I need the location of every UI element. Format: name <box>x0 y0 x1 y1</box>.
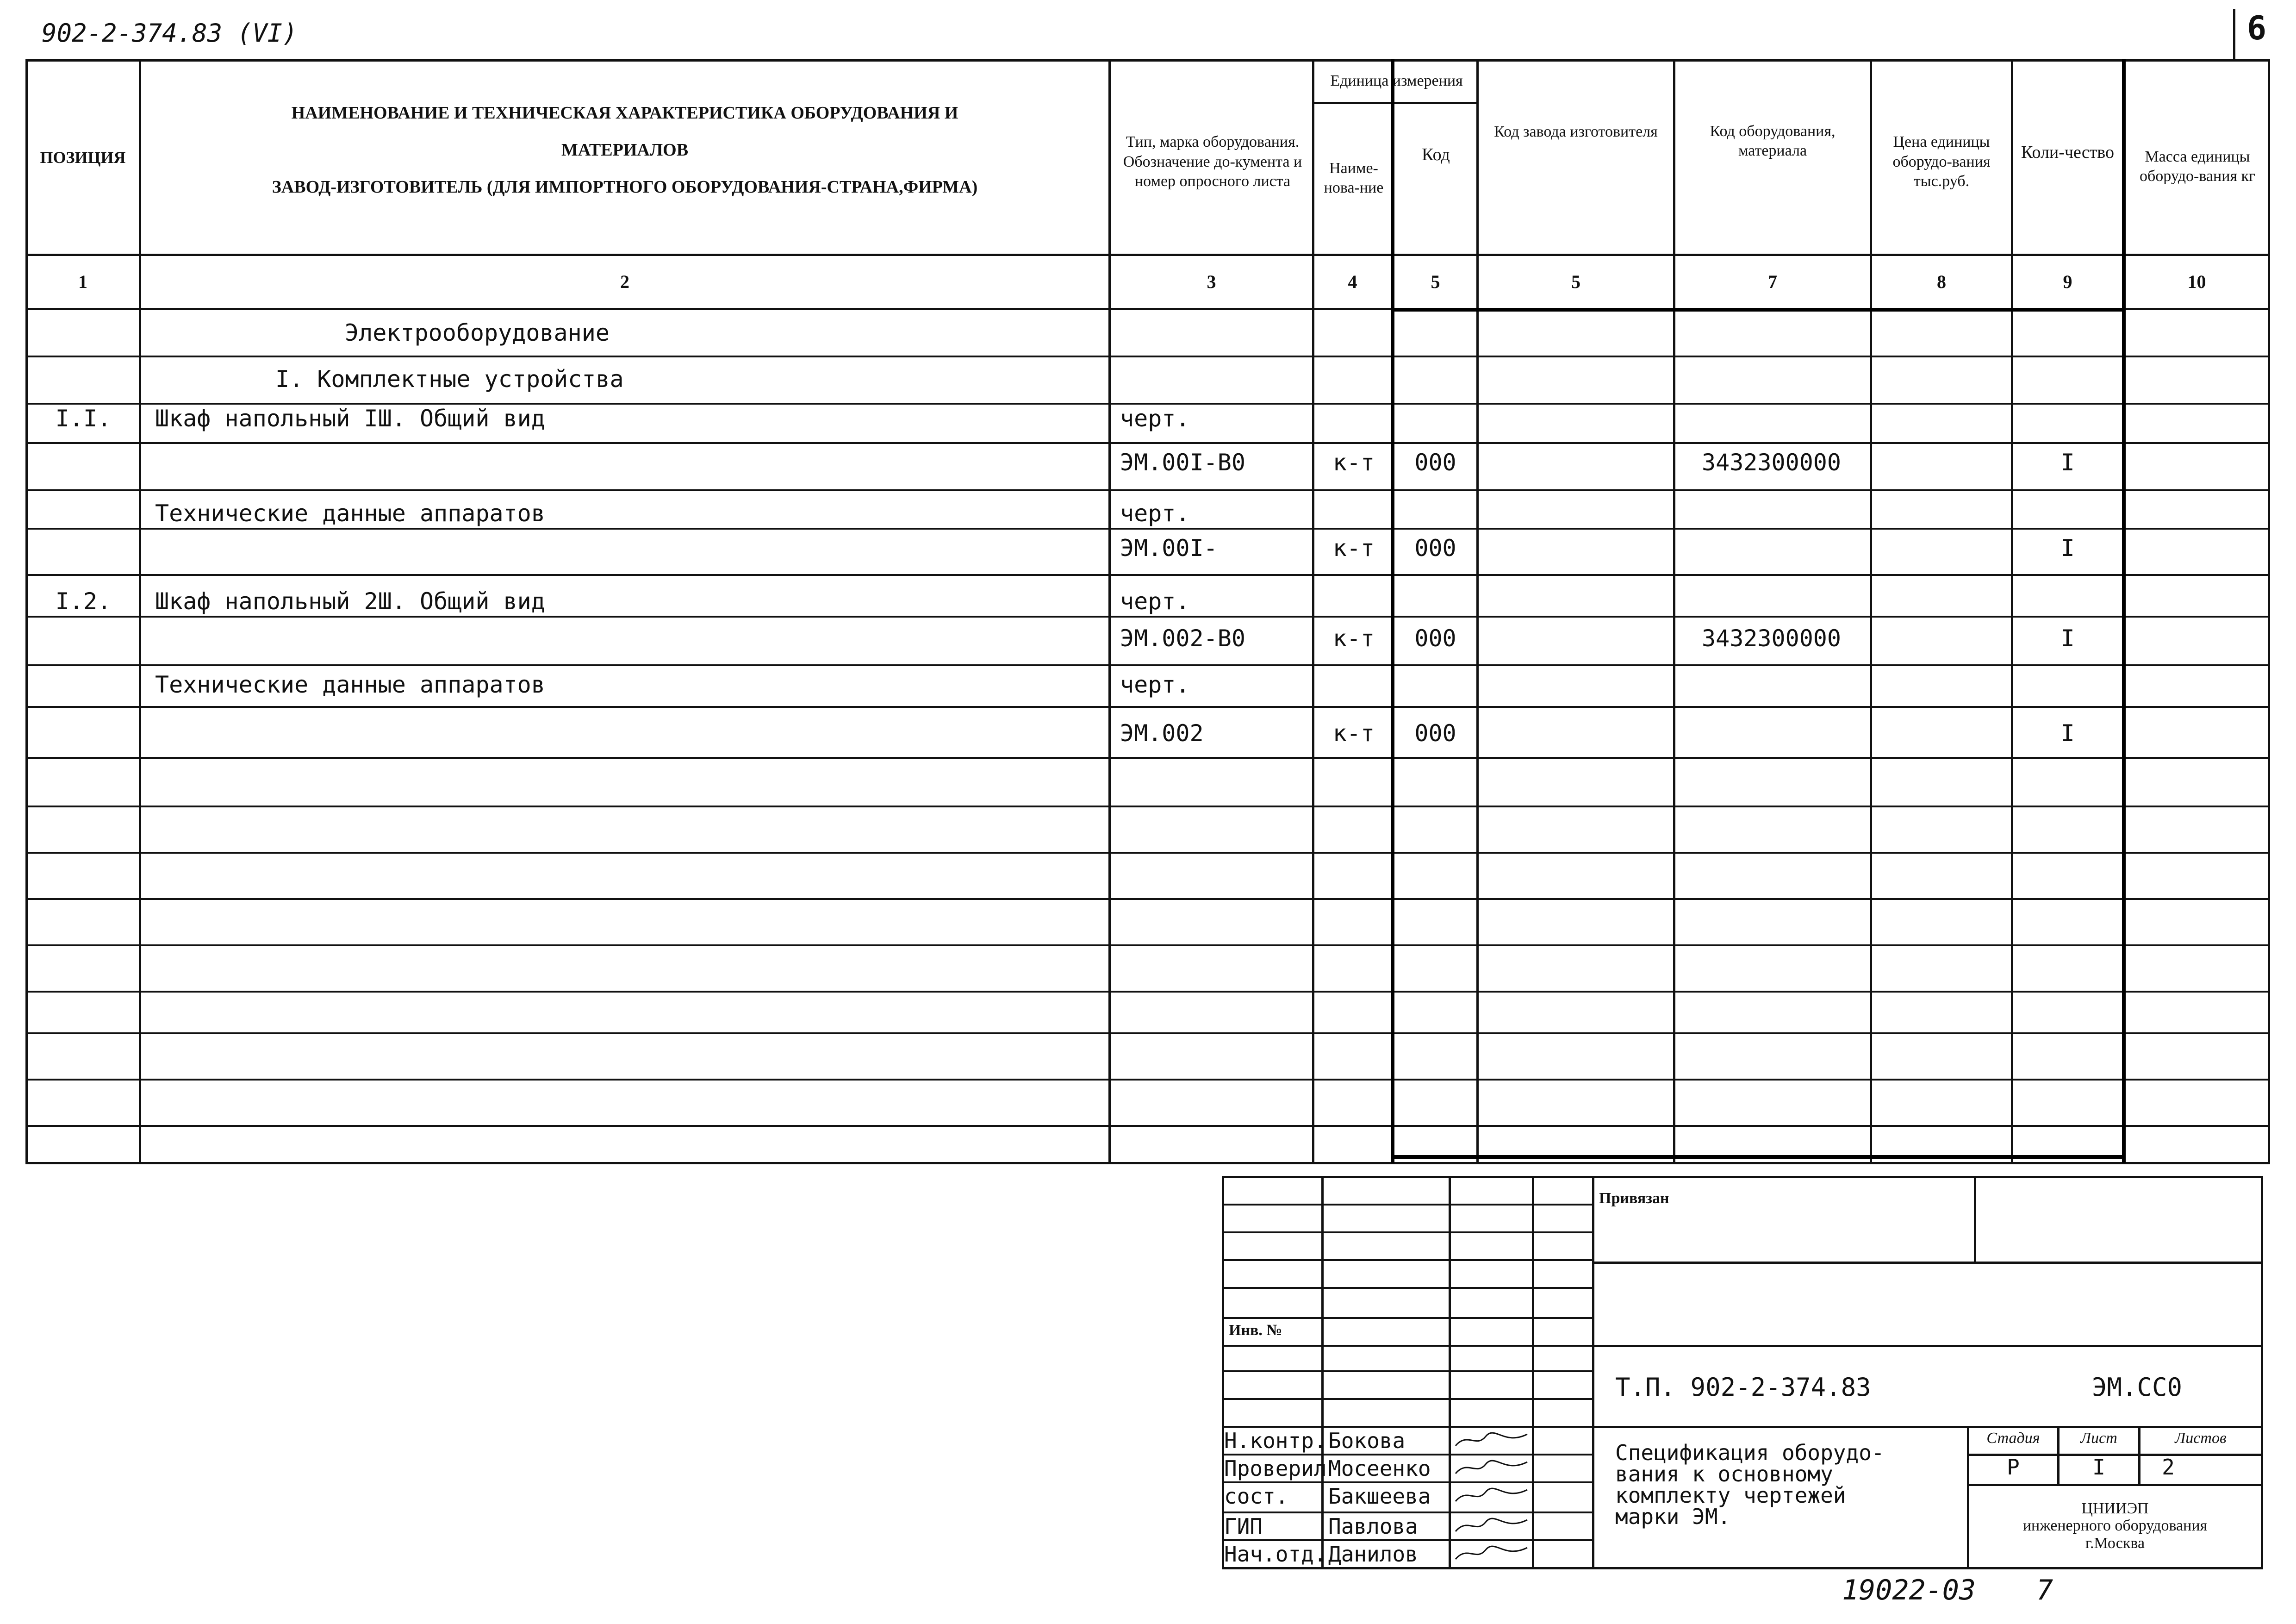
header-equipment-code: Код оборудования, материала <box>1710 122 1836 159</box>
row-line <box>25 442 2270 444</box>
header-bottom-line <box>25 254 2270 256</box>
header-type-mark: Тип, марка оборудования. Обозначение до-кумента и номер опросного листа <box>1123 133 1302 190</box>
privyazan-label: Привязан <box>1599 1190 1669 1207</box>
tb-sep-a <box>1321 1176 1324 1569</box>
row-type: ЭМ.00I-В0 <box>1120 449 1245 476</box>
staff-name: Данилов <box>1328 1542 1418 1567</box>
header-name-line3: ЗАВОД-ИЗГОТОВИТЕЛЬ (ДЛЯ ИМПОРТНОГО ОБОРУДОВАНИЯ-СТРАНА,ФИРМА) <box>272 177 978 197</box>
staff-role: ГИП <box>1224 1514 1263 1539</box>
row-line <box>25 574 2270 576</box>
row-name: Технические данные аппаратов <box>155 500 545 527</box>
tb-sep-main <box>1592 1176 1594 1569</box>
header-name-line1: НАИМЕНОВАНИЕ И ТЕХНИЧЕСКАЯ ХАРАКТЕРИСТИКА ОБОРУДОВАНИЯ И <box>291 103 958 123</box>
tb-left-row-line <box>1222 1512 1592 1513</box>
header-quantity: Коли-чество <box>2021 143 2114 162</box>
row-type: черт. <box>1120 500 1190 527</box>
signature-image <box>1453 1455 1532 1480</box>
header-unit-price: Цена единицы оборудо-вания тыс.руб. <box>1892 133 1991 190</box>
tb-left-row-line <box>1222 1398 1592 1400</box>
row-code: 000 <box>1414 625 1456 652</box>
document-code <box>42 19 298 48</box>
tb-left-row-line <box>1222 1204 1592 1206</box>
column-number: 2 <box>620 271 629 292</box>
row-qty: I <box>2060 625 2075 652</box>
col-line-5 <box>1476 59 1479 1163</box>
inv-no-label: Инв. № <box>1229 1322 1282 1339</box>
staff-role: Н.контр. <box>1224 1428 1327 1453</box>
tb-left-row-line <box>1222 1259 1592 1261</box>
stage-value: Р <box>2007 1455 2020 1480</box>
sheet-value: I <box>2092 1455 2105 1480</box>
page-number: 6 <box>2247 9 2267 47</box>
tb-left-row-line <box>1222 1426 1592 1428</box>
sheet-label: Лист <box>2080 1430 2117 1447</box>
row-line <box>25 991 2270 993</box>
header-unit-code: Код <box>1422 145 1450 165</box>
stage-label: Стадия <box>1986 1430 2040 1447</box>
tb-left-row-line <box>1222 1345 1592 1347</box>
col-line-3 <box>1312 59 1314 1163</box>
row-code: 000 <box>1414 449 1456 476</box>
row-line <box>25 616 2270 618</box>
page-number-divider <box>2233 9 2235 60</box>
tb-left <box>1222 1176 1224 1569</box>
row-pos: I.I. <box>55 405 112 432</box>
header-unit-mass: Масса единицы оборудо-вания кг <box>2139 148 2256 185</box>
column-number: 4 <box>1348 271 1357 292</box>
row-type: черт. <box>1120 588 1190 615</box>
row-type: черт. <box>1120 671 1190 698</box>
row-name: Электрооборудование <box>345 319 610 346</box>
tb-right <box>2261 1176 2263 1569</box>
archive-page: 7 <box>2036 1574 2053 1606</box>
header-unit-group: Единица измерения <box>1330 72 1463 89</box>
row-line <box>25 403 2270 405</box>
row-line <box>25 528 2270 530</box>
row-line <box>25 806 2270 807</box>
row-line <box>25 1079 2270 1081</box>
tb-privyazan-split <box>1974 1176 1976 1264</box>
tb-left-row-line <box>1222 1287 1592 1289</box>
row-equip: 3432300000 <box>1701 625 1842 652</box>
row-line <box>25 489 2270 491</box>
tb-top <box>1222 1176 2263 1178</box>
body-box-bottom <box>1391 1155 2126 1159</box>
row-code: 000 <box>1414 720 1456 747</box>
row-line <box>25 852 2270 854</box>
org-line-3: г.Москва <box>2085 1534 2145 1552</box>
row-line <box>25 898 2270 900</box>
row-equip: 3432300000 <box>1701 449 1842 476</box>
tb-left-row-line <box>1222 1539 1592 1541</box>
body-box-top <box>1391 308 2126 312</box>
col-line-9 <box>2122 59 2126 1163</box>
column-number: 8 <box>1937 271 1946 292</box>
staff-role: Нач.отд. <box>1224 1542 1327 1567</box>
sheets-label: Листов <box>2175 1430 2227 1447</box>
col-line-10 <box>2268 59 2270 1163</box>
row-unit: к-т <box>1332 535 1375 562</box>
column-number: 1 <box>78 271 87 292</box>
column-number: 5 <box>1571 271 1580 292</box>
row-line <box>25 1125 2270 1127</box>
signature-image <box>1453 1483 1532 1508</box>
header-name-line2: МАТЕРИАЛОВ <box>561 140 689 160</box>
header-position: ПОЗИЦИЯ <box>40 148 126 167</box>
col-line-2 <box>1108 59 1111 1163</box>
row-line <box>25 757 2270 759</box>
tb-sep-b <box>1449 1176 1451 1569</box>
signature-image <box>1453 1513 1532 1538</box>
tb-sep-c <box>1532 1176 1534 1569</box>
tb-left-row-line <box>1222 1231 1592 1233</box>
col-line-7 <box>1870 59 1872 1163</box>
row-code: 000 <box>1414 535 1456 562</box>
description-line-4: марки ЭМ. <box>1615 1504 1731 1529</box>
row-qty: I <box>2060 449 2075 476</box>
staff-name: Мосеенко <box>1328 1456 1431 1481</box>
row-name: Технические данные аппаратов <box>155 671 545 698</box>
row-name: Шкаф напольный IШ. Общий вид <box>155 405 545 432</box>
column-number: 7 <box>1768 271 1777 292</box>
staff-name: Павлова <box>1328 1514 1418 1539</box>
org-line-1: ЦНИИЭП <box>2081 1500 2149 1517</box>
row-name: I. Комплектные устройства <box>275 366 624 393</box>
row-unit: к-т <box>1332 449 1375 476</box>
row-qty: I <box>2060 535 2075 562</box>
tb-privyazan-bottom <box>1592 1262 2263 1264</box>
tb-code-bottom <box>1592 1426 2263 1428</box>
signature-image <box>1453 1427 1532 1453</box>
row-type: ЭМ.00I- <box>1120 535 1218 562</box>
col-line-1 <box>139 59 141 1163</box>
row-line <box>25 1032 2270 1034</box>
tb-left-row-line <box>1222 1454 1592 1455</box>
table-top-border <box>25 59 2270 62</box>
description-line-3: комплекту чертежей <box>1615 1483 1846 1508</box>
document-code-text: 902-2-374.83 <box>42 19 223 48</box>
table-bottom-border <box>25 1162 2270 1164</box>
col-line-8 <box>2011 59 2013 1163</box>
row-type: ЭМ.002 <box>1120 720 1204 747</box>
column-number: 10 <box>2187 271 2206 292</box>
row-type: черт. <box>1120 405 1190 432</box>
row-qty: I <box>2060 720 2075 747</box>
sheets-value: 2 <box>2162 1455 2175 1480</box>
row-line <box>25 664 2270 666</box>
row-name: Шкаф напольный 2Ш. Общий вид <box>155 588 545 615</box>
staff-name: Бакшеева <box>1328 1484 1431 1509</box>
tb-stage-bottom <box>1967 1484 2263 1486</box>
tb-left-row-line <box>1222 1370 1592 1372</box>
row-pos: I.2. <box>55 588 112 615</box>
org-line-2: инженерного оборудования <box>2022 1517 2208 1535</box>
row-line <box>25 944 2270 946</box>
row-line <box>25 706 2270 708</box>
tb-code-top <box>1592 1345 2263 1347</box>
column-number: 9 <box>2063 271 2072 292</box>
signature-image <box>1453 1541 1532 1566</box>
description <box>1615 1442 1885 1527</box>
staff-role: сост. <box>1224 1484 1288 1509</box>
tb-left-row-line <box>1222 1317 1592 1319</box>
archive-number: 19022-03 <box>1842 1574 1976 1606</box>
tp-code: Т.П. 902-2-374.83 <box>1615 1373 1871 1402</box>
tb-bottom <box>1222 1567 2263 1569</box>
org-name <box>1969 1500 2261 1552</box>
description-line-1: Спецификация оборудо- <box>1615 1440 1885 1465</box>
col-line-4 <box>1391 59 1394 1163</box>
document-code-suffix: (VI) <box>237 19 298 48</box>
column-number: 3 <box>1207 271 1216 292</box>
row-type: ЭМ.002-В0 <box>1120 625 1245 652</box>
description-line-2: вания к основному <box>1615 1462 1833 1487</box>
row-line <box>25 356 2270 357</box>
staff-name: Бокова <box>1328 1428 1406 1453</box>
staff-role: Проверил <box>1224 1456 1327 1481</box>
mark-code: ЭМ.СС0 <box>2092 1373 2183 1402</box>
tb-left-row-line <box>1222 1481 1592 1483</box>
header-plant-code: Код завода изготовителя <box>1494 123 1658 140</box>
row-unit: к-т <box>1332 625 1375 652</box>
row-unit: к-т <box>1332 720 1375 747</box>
column-number: 5 <box>1431 271 1440 292</box>
col-line-6 <box>1673 59 1675 1163</box>
header-unit-name: Наиме-нова-ние <box>1324 159 1384 196</box>
